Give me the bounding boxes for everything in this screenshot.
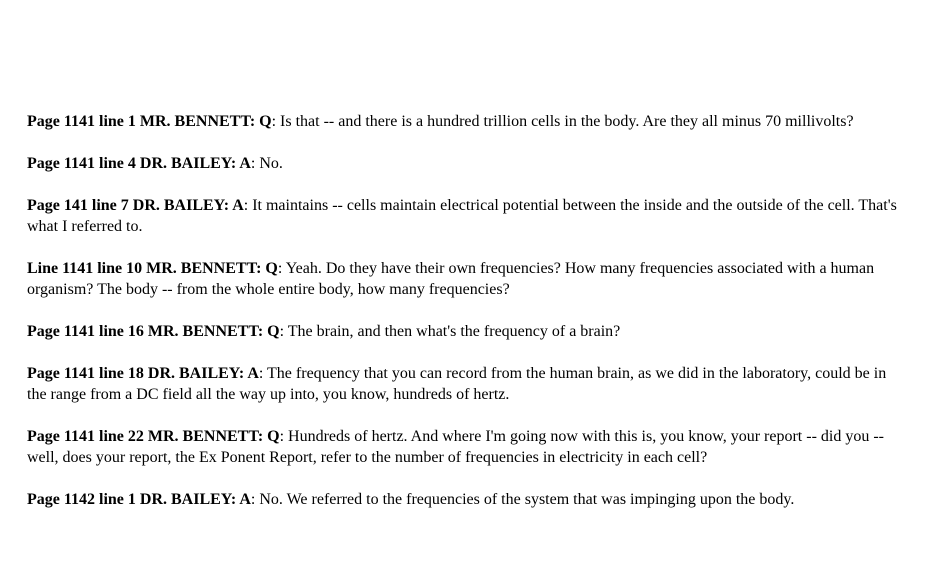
entry-heading: Page 1142 line 1 DR. BAILEY: A — [27, 491, 251, 508]
entry-heading: Page 141 line 7 DR. BAILEY: A — [27, 197, 244, 214]
entry-text: : It maintains -- cells maintain electrical potential between the inside and the outside of the cell. That's what I referred to. — [27, 197, 897, 235]
transcript — [27, 111, 907, 531]
entry-heading: Page 1141 line 16 MR. BENNETT: Q — [27, 323, 280, 340]
entry-text: : No. — [250, 155, 283, 172]
transcript-entry — [27, 489, 907, 510]
entry-heading: Page 1141 line 1 MR. BENNETT: Q — [27, 113, 272, 130]
transcript-entry — [27, 321, 907, 342]
transcript-entry — [27, 111, 907, 132]
entry-heading: Page 1141 line 18 DR. BAILEY: A — [27, 365, 259, 382]
transcript-entry — [27, 426, 907, 468]
transcript-entry — [27, 363, 907, 405]
entry-heading: Page 1141 line 4 DR. BAILEY: A — [27, 155, 251, 172]
transcript-entry — [27, 195, 907, 237]
transcript-entry — [27, 153, 907, 174]
entry-text: : The brain, and then what's the frequency of a brain? — [279, 323, 621, 340]
entry-heading: Line 1141 line 10 MR. BENNETT: Q — [27, 260, 278, 277]
entry-heading: Page 1141 line 22 MR. BENNETT: Q — [27, 428, 280, 445]
entry-text: : No. We referred to the frequencies of the system that was impinging upon the body. — [250, 491, 795, 508]
entry-text: : Is that -- and there is a hundred trillion cells in the body. Are they all minus 70 millivolts? — [271, 113, 854, 130]
transcript-entry — [27, 258, 907, 300]
entry-text: : The frequency that you can record from the human brain, as we did in the laboratory, could be in the range from a DC field all the way up into, you know, hundreds of hertz. — [27, 365, 887, 403]
entry-text: : Yeah. Do they have their own frequencies? How many frequencies associated with a human organism? The body -- from the whole entire body, how many frequencies? — [27, 260, 875, 298]
entry-text: : Hundreds of hertz. And where I'm going now with this is, you know, your report -- did you -- well, does your report, the Ex Ponent Report, refer to the number of frequencies in electricity in each cell? — [27, 428, 885, 466]
